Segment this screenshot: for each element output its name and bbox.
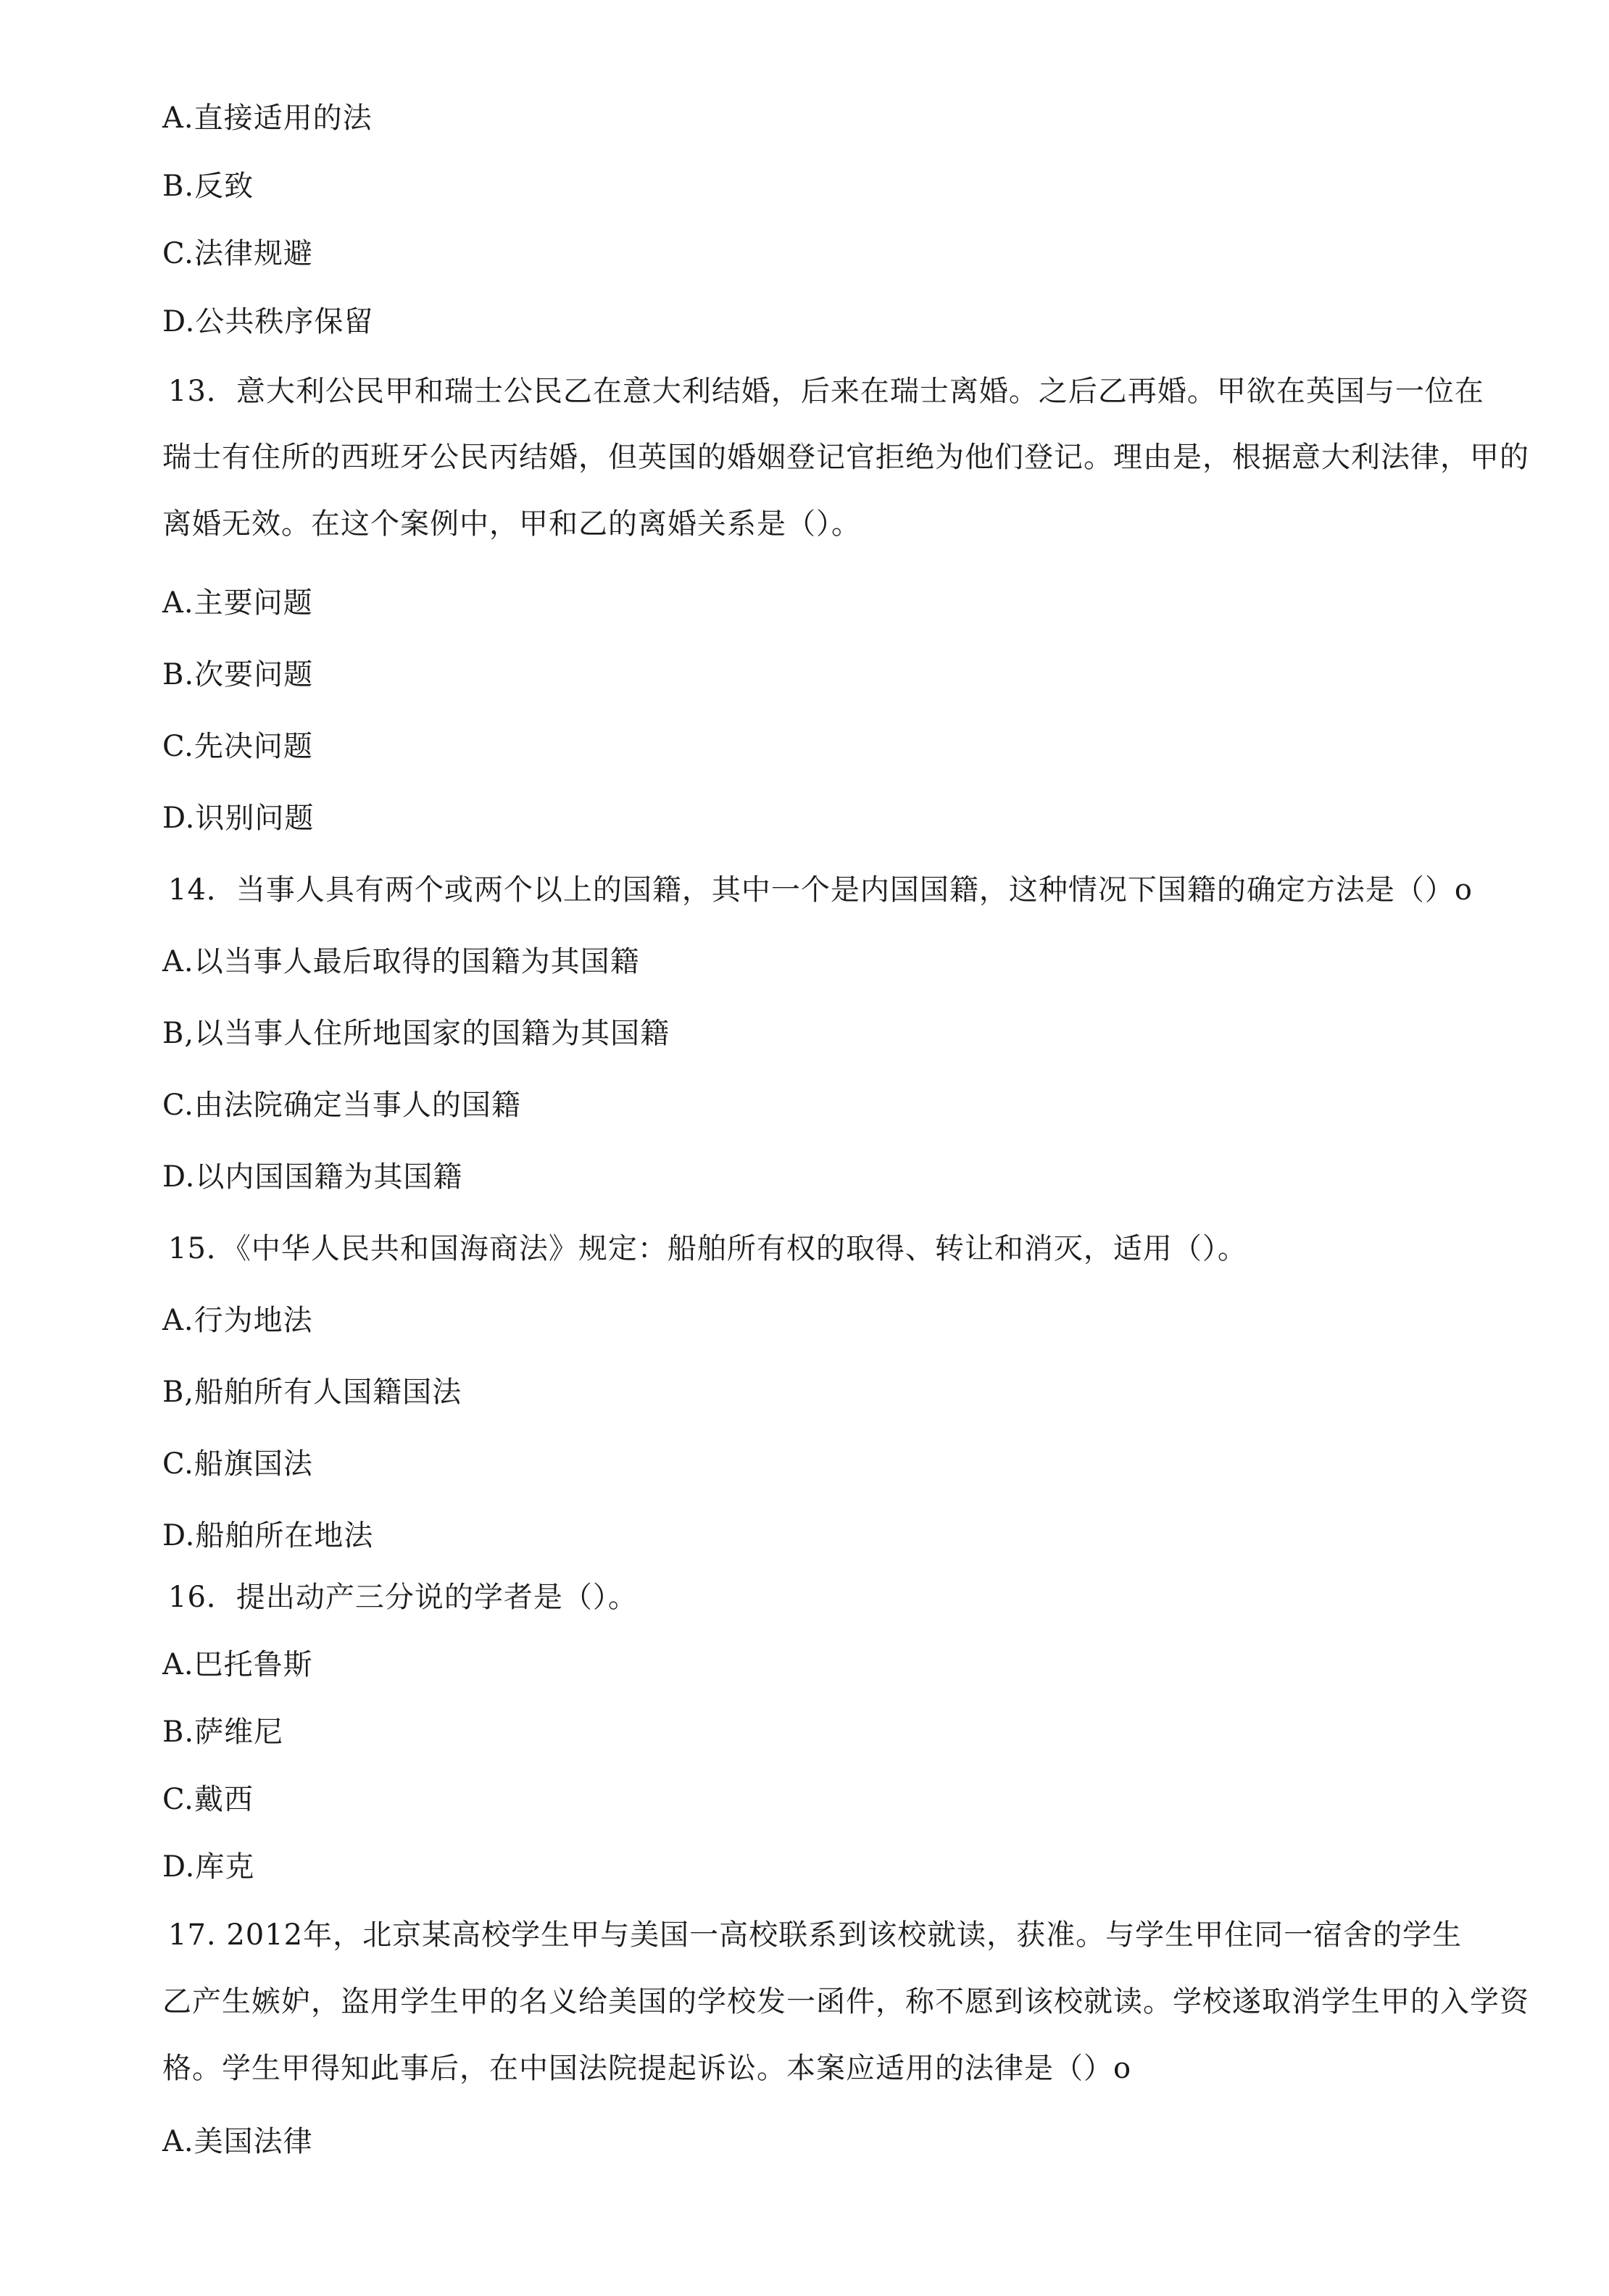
- q13-stem-line-2: 瑞士有住所的西班牙公民丙结婚，但英国的婚姻登记官拒绝为他们登记。理由是，根据意大利法律，甲的: [162, 441, 1529, 474]
- q13-option-a: A.主要问题: [162, 586, 313, 620]
- q14-option-a: A.以当事人最后取得的国籍为其国籍: [162, 945, 640, 978]
- q12-option-d: D.公共秩序保留: [162, 305, 374, 338]
- q17-stem-line-3: 格。学生甲得知此事后，在中国法院提起诉讼。本案应适用的法律是（）o: [162, 2052, 1132, 2085]
- q13-stem-line-3: 离婚无效。在这个案例中，甲和乙的离婚关系是（）。: [162, 507, 861, 541]
- q15-option-a: A.行为地法: [162, 1304, 313, 1337]
- q12-option-a: A.直接适用的法: [162, 101, 373, 135]
- q17-stem-line-2: 乙产生嫉妒，盗用学生甲的名义给美国的学校发一函件，称不愿到该校就读。学校遂取消学生甲的入学资: [162, 1985, 1529, 2018]
- q15-option-b: B,船舶所有人国籍国法: [162, 1376, 462, 1409]
- q15-stem-line-1: 15．《中华人民共和国海商法》规定：船舶所有权的取得、转让和消灭，适用（）。: [168, 1232, 1247, 1265]
- q16-option-d: D.库克: [162, 1850, 255, 1884]
- q12-option-c: C.法律规避: [162, 237, 313, 270]
- q17-stem-line-1: 17. 2012年，北京某高校学生甲与美国一高校联系到该校就读，获准。与学生甲住同一宿舍的学生: [168, 1918, 1463, 1952]
- q14-option-d: D.以内国国籍为其国籍: [162, 1160, 463, 1194]
- q13-stem-line-1: 13．意大利公民甲和瑞士公民乙在意大利结婚，后来在瑞士离婚。之后乙再婚。甲欲在英国与一位在: [168, 375, 1484, 408]
- q13-option-c: C.先决问题: [162, 730, 313, 763]
- q14-option-c: C.由法院确定当事人的国籍: [162, 1089, 521, 1122]
- q12-option-b: B.反致: [162, 170, 254, 203]
- q16-option-a: A.巴托鲁斯: [162, 1648, 313, 1681]
- q16-option-c: C.戴西: [162, 1783, 254, 1816]
- q14-option-b: B,以当事人住所地国家的国籍为其国籍: [162, 1017, 670, 1050]
- q16-option-b: B.萨维尼: [162, 1715, 284, 1749]
- q14-stem-line-1: 14．当事人具有两个或两个以上的国籍，其中一个是内国国籍，这种情况下国籍的确定方法是（）o: [168, 873, 1473, 907]
- q13-option-b: B.次要问题: [162, 658, 314, 691]
- q16-stem-line-1: 16．提出动产三分说的学者是（）。: [168, 1581, 638, 1614]
- q15-option-c: C.船旗国法: [162, 1447, 313, 1481]
- q15-option-d: D.船舶所在地法: [162, 1519, 374, 1552]
- q13-option-d: D.识别问题: [162, 802, 315, 835]
- q17-option-a: A.美国法律: [162, 2125, 313, 2158]
